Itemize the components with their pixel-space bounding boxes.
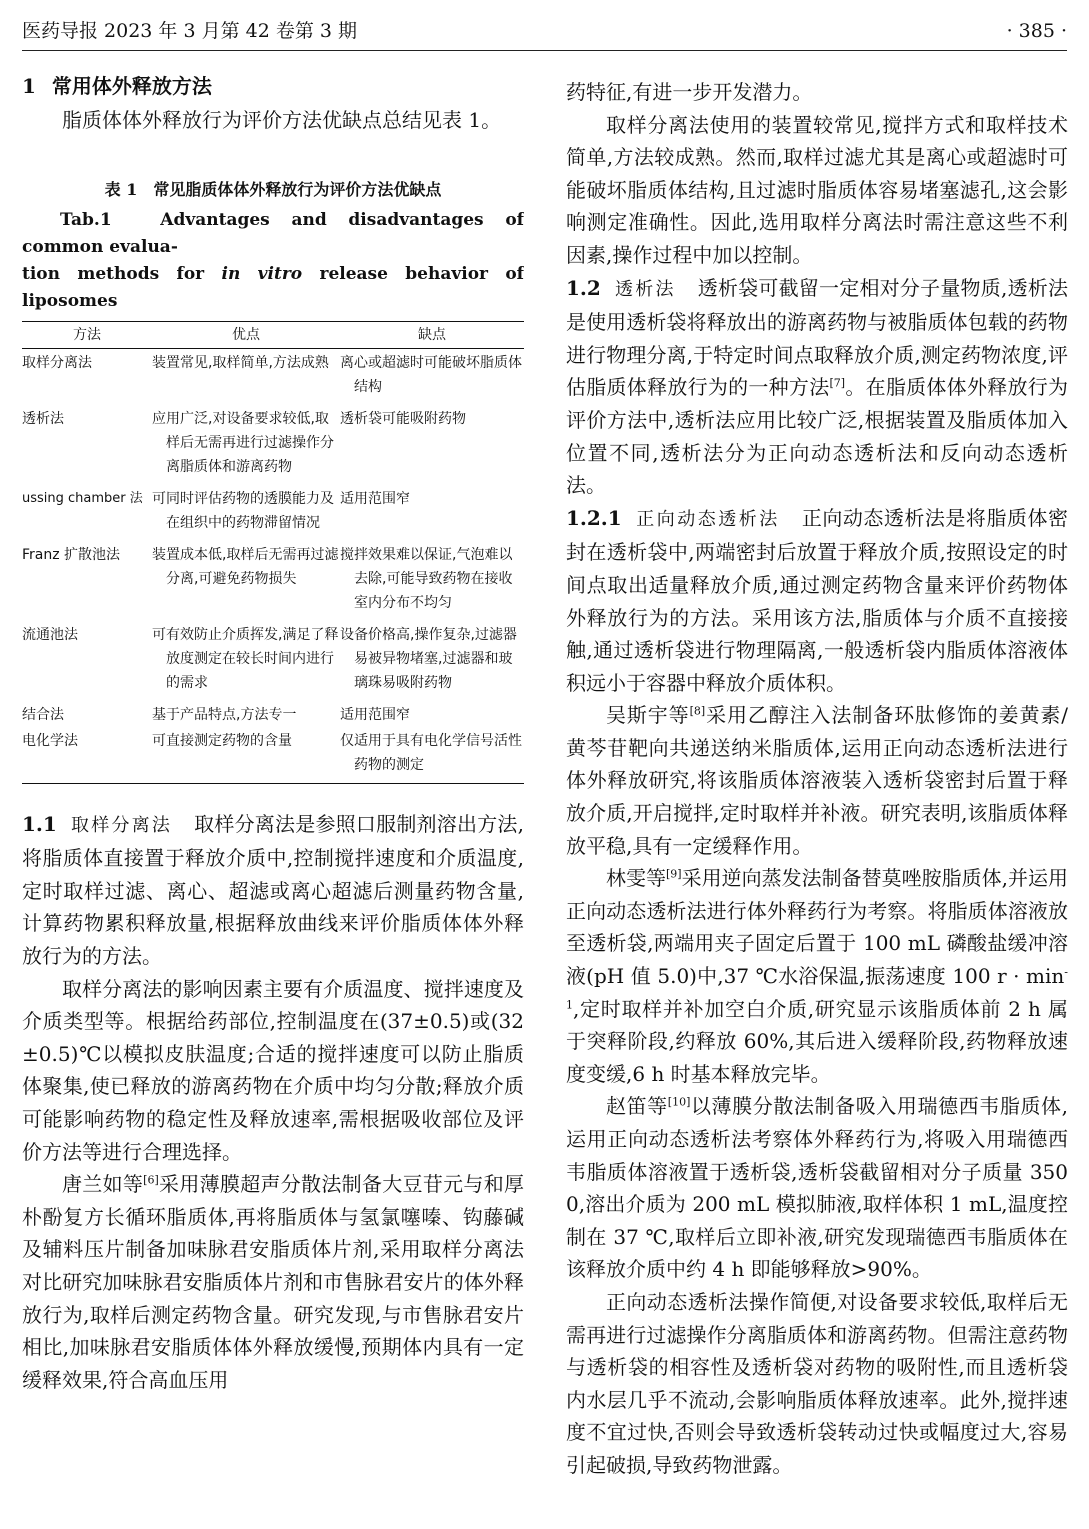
table-cell-pros: 可有效防止介质挥发,满足了释放度测定在较长时间内进行的需求 [152, 626, 339, 691]
table-row [22, 541, 524, 621]
section-1-2-para-1: 1.2 透析法 透析袋可截留一定相对分子量物质,透析法是使用透析袋将释放出的游离药物与被脂质体包载的药物进行物理分离,于特定时间点取释放介质,测定药物浓度,评估脂质体释放行为的一种方法[7]。在脂质体体外释放行为评价方法中,透析法应用比较广泛,根据装置及脂质体加入位置不同,透析法分为正向动态透析法和反向动态透析法。 [566, 275, 1068, 498]
page-header [22, 16, 1067, 51]
table-cell-cons: 仅适用于具有电化学信号活性药物的测定 [340, 732, 522, 773]
table-cell-method: 透析法 [22, 410, 64, 427]
table-cell-pros: 可同时评估药物的透膜能力及在组织中的药物滞留情况 [152, 490, 334, 531]
page-number: · 385 · [1006, 20, 1067, 42]
section-1-2-1-para-3: 林雯等[9]采用逆向蒸发法制备替莫唑胺脂质体,并运用正向动态透析法进行体外释药行为考察。将脂质体溶液放至透析袋,两端用夹子固定后置于 100 mL 磷酸盐缓冲溶液(pH 值 5.0)中,37 ℃水浴保温,振荡速度 100 $r \cdot \min^{-1}$,定时取样并补加空白介质,研究显示该脂质体前 2 h 属于突释阶段,约释放 60%,其后进入缓释阶段,药物释放速度变缓,6 h 时基本释放完毕。 [566, 866, 1068, 1086]
table-row [22, 348, 524, 405]
section-1-2-1-para-1: 1.2.1 正向动态透析法 正向动态透析法是将脂质体密封在透析袋中,两端密封后放置于释放介质,按照设定的时间点取出适量释放介质,通过测定药物含量来评价药物体外释放行为的方法。采用该方法,脂质体与介质不直接接触,通过透析袋进行物理隔离,一般透析袋内脂质体溶液体积远小于容器中释放介质体积。 [566, 505, 1068, 695]
citation-9: [9] [666, 867, 682, 881]
section-1-1-para-2: 取样分离法的影响因素主要有介质温度、搅拌速度及介质类型等。根据给药部位,控制温度在(37±0.5)或(32±0.5)℃以模拟皮肤温度;合适的搅拌速度可以防止脂质体聚集,使已释放的游离药物在介质中均匀分散;释放介质可能影响药物的稳定性及释放速率,需根据吸收部位及评价方法等进行合理选择。 [22, 976, 524, 1164]
section-1-2-1-para-4: 赵笛等[10]以薄膜分散法制备吸入用瑞德西韦脂质体,运用正向动态透析法考察体外释药行为,将吸入用瑞德西韦脂质体溶液置于透析袋,透析袋截留相对分子质量 3500,溶出介质为 200 mL 模拟肺液,取样体积 1 mL,温度控制在 37 ℃,取样后立即补液,研究发现瑞德西韦脂质体在该释放介质中约 4 h 即能够释放>90%。 [566, 1094, 1068, 1282]
table-header-method: 方法 [22, 321, 152, 348]
table-caption-en: Tab.1 Advantages and disadvantages of common evalua- tion methods for in vitro release behavior of liposomes [22, 209, 524, 311]
methods-table [22, 321, 524, 784]
citation-7: [7] [829, 376, 846, 390]
right-column [566, 76, 1068, 1529]
table-cell-pros: 装置常见,取样简单,方法成熟 [152, 354, 329, 371]
table-cell-cons: 设备价格高,操作复杂,过滤器易被异物堵塞,过滤器和玻璃珠易吸附药物 [340, 626, 517, 691]
section-1-heading: 1 常用体外释放方法 [22, 74, 212, 98]
section-1-2-title: 透析法 [614, 278, 676, 300]
section-1-2-1-para-2: 吴斯宇等[8]采用乙醇注入法制备环肽修饰的姜黄素/黄芩苷靶向共递送纳米脂质体,运用正向动态透析法进行体外释放研究,将该脂质体溶液装入透析袋密封后置于释放介质,开启搅拌,定时取样并补液。研究表明,该脂质体释放平稳,具有一定缓释作用。 [566, 703, 1068, 858]
table-cell-cons: 适用范围窄 [340, 490, 410, 507]
table-row [22, 701, 524, 727]
citation-10: [10] [667, 1095, 691, 1109]
table-cell-method: 流通池法 [22, 626, 78, 643]
table-row [22, 621, 524, 701]
table-cell-method: Franz 扩散池法 [22, 546, 121, 563]
left-column [22, 66, 524, 1529]
table-cell-pros: 可直接测定药物的含量 [152, 732, 292, 749]
citation-6: [6] [143, 1173, 159, 1187]
section-1-2-1-para-5: 正向动态透析法操作简便,对设备要求较低,取样后无需再进行过滤操作分离脂质体和游离药物。但需注意药物与透析袋的相容性及透析袋对药物的吸附性,而且透析袋内水层几乎不流动,会影响脂质体释放速率。此外,搅拌速度不宜过快,否则会导致透析袋转动过快或幅度过大,容易引起破损,导致药物泄露。 [566, 1289, 1068, 1477]
table-cell-pros: 装置成本低,取样后无需再过滤分离,可避免药物损失 [152, 546, 339, 587]
citation-8: [8] [689, 704, 706, 718]
section-1-1-title: 取样分离法 [70, 814, 173, 836]
table-cell-cons: 离心或超滤时可能破坏脂质体结构 [340, 354, 522, 395]
table-caption-zh: 表 1 常见脂质体体外释放行为评价方法优缺点 [104, 179, 442, 199]
table-cell-cons: 搅拌效果难以保证,气泡难以去除,可能导致药物在接收室内分布不均匀 [340, 546, 513, 611]
section-1-1-para-3-cont: 药特征,有进一步开发潜力。 [566, 80, 813, 104]
section-1-intro: 脂质体体外释放行为评价方法优缺点总结见表 1。 [62, 108, 502, 132]
section-1-1-para-4: 取样分离法使用的装置较常见,搅拌方式和取样技术简单,方法较成熟。然而,取样过滤尤其是离心或超滤时可能破坏脂质体结构,且过滤时脂质体容易堵塞滤孔,这会影响测定准确性。因此,选用取样分离法时需注意这些不利因素,操作过程中加以控制。 [566, 112, 1068, 267]
table-cell-cons: 透析袋可能吸附药物 [340, 410, 466, 427]
section-1-2-1-title: 正向动态透析法 [635, 508, 780, 530]
section-1-1-para-1: 1.1 取样分离法 取样分离法是参照口服制剂溶出方法,将脂质体直接置于释放介质中,控制搅拌速度和介质温度,定时取样过滤、离心、超滤或离心超滤后测量药物含量,计算药物累积释放量,根据释放曲线来评价脂质体体外释放行为的方法。 [22, 811, 524, 968]
table-cell-pros: 应用广泛,对设备要求较低,取样后无需再进行过滤操作分离脂质体和游离药物 [152, 410, 334, 475]
table-cell-method: 结合法 [22, 706, 64, 723]
table-cell-method: 电化学法 [22, 727, 152, 784]
table-row [22, 405, 524, 485]
table-cell-method: ussing chamber 法 [22, 490, 143, 506]
table-cell-cons: 适用范围窄 [340, 706, 410, 723]
table-header-cons: 缺点 [340, 321, 524, 348]
table-cell-pros: 基于产品特点,方法专一 [152, 706, 297, 723]
table-cell-method: 取样分离法 [22, 354, 92, 371]
journal-title: 医药导报 2023 年 3 月第 42 卷第 3 期 [22, 20, 358, 42]
table-header-pros: 优点 [152, 321, 340, 348]
table-row [22, 727, 524, 784]
table-row [22, 485, 524, 541]
section-1-1-para-3: 唐兰如等[6]采用薄膜超声分散法制备大豆苷元与和厚朴酚复方长循环脂质体,再将脂质体与氢氯噻嗪、钩藤碱及辅料压片制备加味脉君安脂质体片剂,采用取样分离法对比研究加味脉君安脂质体片剂和市售脉君安片的体外释放行为,取样后测定药物含量。研究发现,与市售脉君安片相比,加味脉君安脂质体体外释放缓慢,预期体内具有一定缓释效果,符合高血压用 [22, 1172, 524, 1392]
